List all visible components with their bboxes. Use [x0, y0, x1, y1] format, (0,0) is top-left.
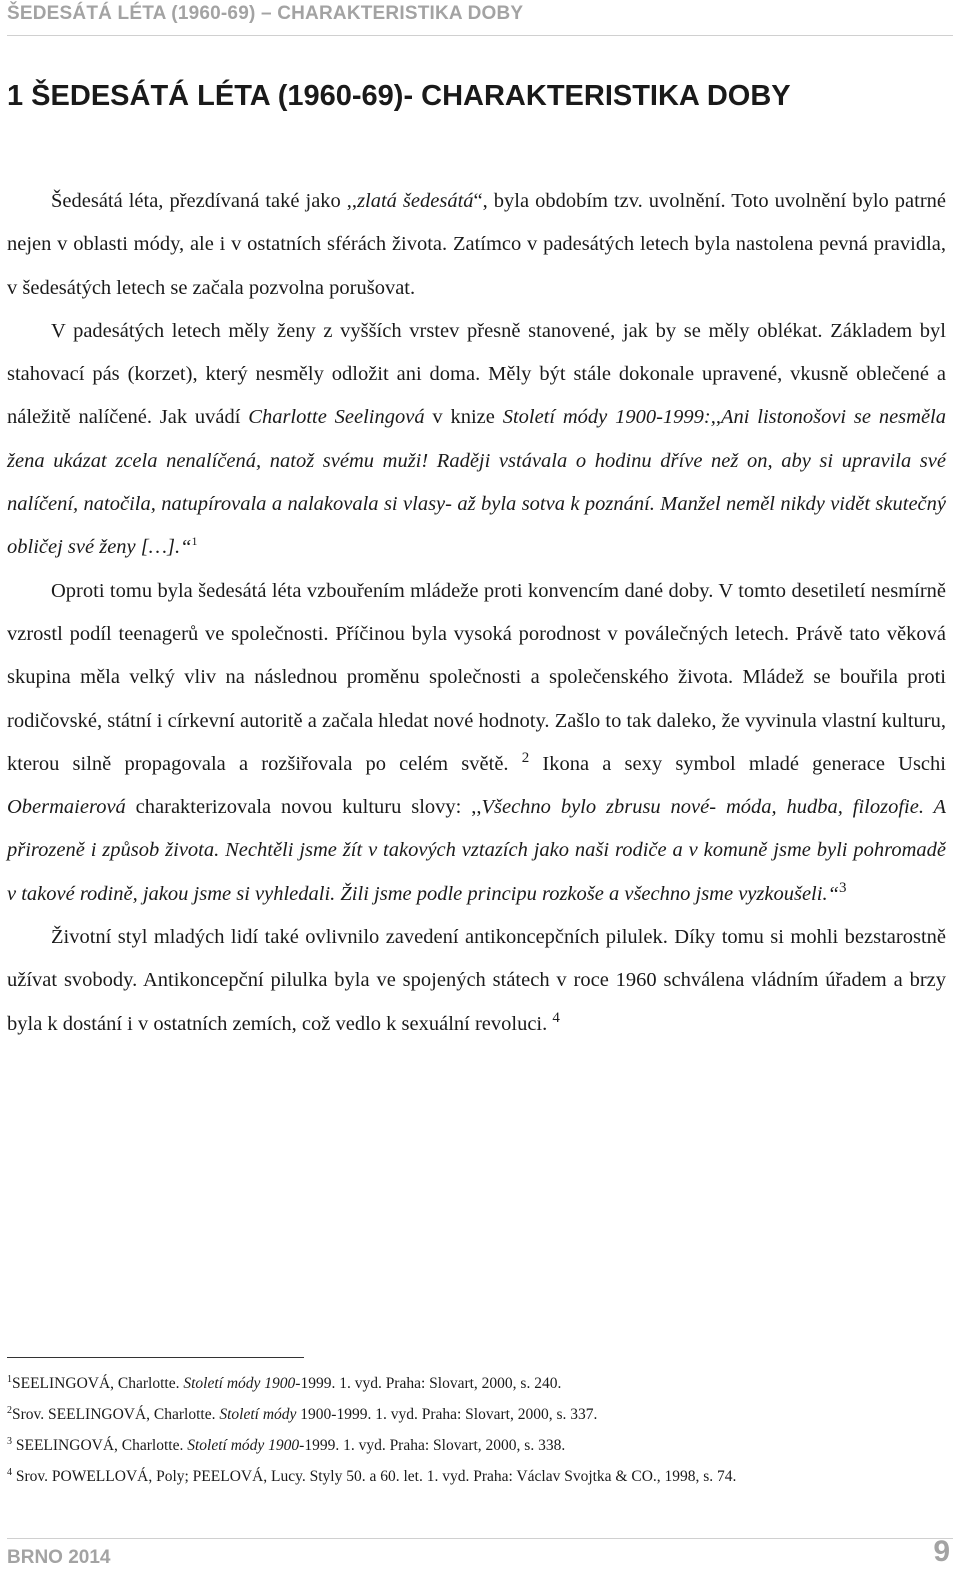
footnote-italic: Století módy 1900-: [187, 1437, 305, 1454]
footnote-ref-1: 1: [191, 534, 198, 549]
quote-italic: Všechno bylo zbrusu nové- móda, hudba, filozofie. A přirozeně i způsob života. Nechtěli jsme žít v takových vztazích jako naši rodiče a v komuně jsme byli pohromadě v takové rodině, jakou jsme si vyhledali. Žili jsme podle principu rozkoše a všechno jsme vyzkoušeli.“: [7, 796, 946, 905]
footnote-text: SEELINGOVÁ, Charlotte.: [12, 1437, 188, 1454]
footnote-ref-2: 2: [521, 750, 530, 767]
text-run: Ikona a sexy symbol mladé generace Uschi: [529, 752, 946, 775]
chapter-title: 1 ŠEDESÁTÁ LÉTA (1960-69)- CHARAKTERISTIKA DOBY: [7, 80, 791, 112]
footnote-ref-3: 3: [838, 879, 847, 896]
footnote-text: Srov. SEELINGOVÁ, Charlotte.: [12, 1406, 220, 1423]
page-number: 9: [933, 1535, 950, 1568]
footnote-1: [7, 1368, 953, 1399]
footnote-number: 3: [7, 1435, 12, 1447]
text-run: v knize: [424, 406, 503, 429]
footnote-3: [7, 1430, 953, 1461]
running-header: ŠEDESÁTÁ LÉTA (1960-69) – CHARAKTERISTIKA DOBY: [7, 3, 524, 24]
italic-run: Obermaierová: [7, 796, 126, 819]
text-run: “, byla obdobím tzv. uvolnění. Toto uvolnění bylo patrné nejen v oblasti módy, ale i v ostatních sférách života. Zatímco v padesátých letech byla nastolena pevná pravidla, v šedesátých letech se začala pozvolna porušovat.: [7, 190, 947, 299]
footnote-rule: [7, 1357, 304, 1358]
footnote-number: 2: [7, 1404, 12, 1416]
italic-run: zlatá šedesátá: [357, 190, 474, 212]
footnote-italic: Století módy: [219, 1406, 301, 1423]
text-run: charakterizovala novou kulturu slovy: ,,: [125, 796, 482, 819]
paragraph-3: [7, 570, 946, 916]
paragraph-1: [7, 180, 946, 310]
footnote-italic: Století módy 1900-: [183, 1375, 301, 1392]
text-run: V padesátých letech měly ženy z vyšších vrstev přesně stanovené, jak by se měly oblékat. Základem byl stahovací pás (korzet), který nesměly odložit ani doma. Měly být stále dokonale upravené, vkusně oblečené a náležitě nalíčené. Jak uvádí: [7, 319, 946, 429]
footnote-text: Srov. POWELLOVÁ, Poly; PEELOVÁ, Lucy. Styly 50. a 60. let. 1. vyd. Praha: Václav Svojtka & CO., 1998, s. 74.: [12, 1468, 737, 1485]
footnote-text: 1900-1999. 1. vyd. Praha: Slovart, 2000, s. 337.: [300, 1406, 598, 1423]
footnote-text: 1999. 1. vyd. Praha: Slovart, 2000, s. 240.: [300, 1375, 562, 1392]
footnotes: [7, 1368, 953, 1492]
text-run: Šedesátá léta, přezdívaná také jako ,,: [51, 190, 358, 212]
paragraph-4: [7, 916, 946, 1046]
footnote-text: SEELINGOVÁ, Charlotte.: [12, 1375, 184, 1392]
paragraph-2: [7, 310, 946, 570]
text-run: Oproti tomu byla šedesátá léta vzbouřením mládeže proti konvencím dané doby. V tomto desetiletí nesmírně vzrostl podíl teenagerů ve společnosti. Příčinou byla vysoká porodnost v poválečných letech. Právě tato věková skupina měla velký vliv na následnou proměnu společnosti a společenského života. Mládež se bouřila proti rodičovské, státní i církevní autoritě a začala hledat nové hodnoty. Zašlo to tak daleko, že vyvinula vlastní kulturu, kterou silně propagovala a rozšiřovala po celém světě.: [7, 579, 946, 775]
footnote-text: 1999. 1. vyd. Praha: Slovart, 2000, s. 338.: [304, 1437, 566, 1454]
italic-run: Charlotte Seelingová: [248, 406, 425, 429]
footer-rule: [7, 1538, 953, 1539]
footnote-number: 4: [7, 1466, 12, 1478]
header-rule: [7, 35, 953, 36]
body-text: [7, 180, 946, 1046]
footnote-ref-4: 4: [552, 1009, 560, 1026]
text-run: Životní styl mladých lidí také ovlivnilo zavedení antikoncepčních pilulek. Díky tomu si mohli bezstarostně užívat svobody. Antikoncepční pilulka byla ve spojených státech v roce 1960 schválena vládním úřadem a brzy byla k dostání i v ostatních zemích, což vedlo k sexuální revoluci.: [7, 926, 946, 1035]
footer-place-year: BRNO 2014: [7, 1547, 111, 1568]
quote-italic: Století módy 1900-1999:,,Ani listonošovi se nesměla žena ukázat zcela nenalíčená, natož svému muži! Raději vstávala o hodinu dříve než on, aby si upravila své nalíčení, natočila, natupírovala a nalakovala si vlasy- až byla sotva k poznání. Manžel neměl nikdy vidět skutečný obličej své ženy […].“: [7, 406, 946, 559]
footnote-2: [7, 1399, 953, 1430]
footnote-4: [7, 1461, 953, 1492]
footnote-number: 1: [7, 1373, 12, 1385]
